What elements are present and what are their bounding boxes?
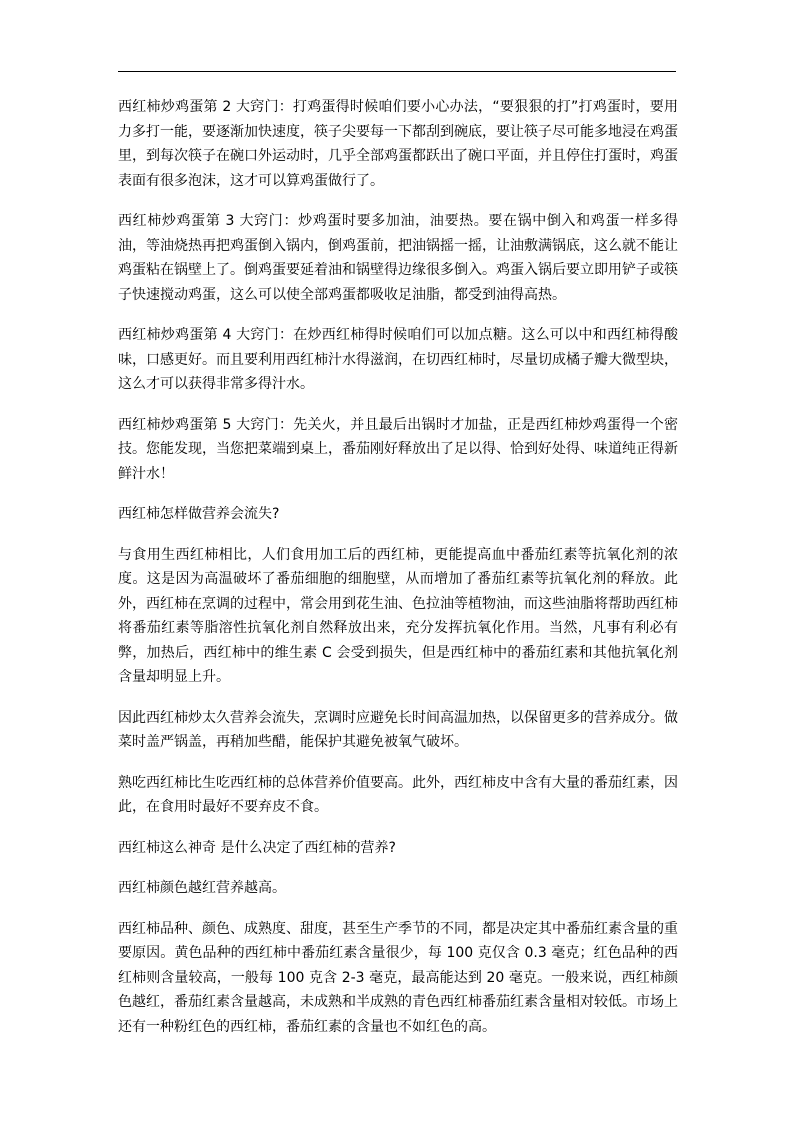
- paragraph: 西红柿炒鸡蛋第 2 大窍门：打鸡蛋得时候咱们要小心办法，“要狠狠的打”打鸡蛋时，要用力多打一能，要逐渐加快速度，筷子尖要每一下都刮到碗底，要让筷子尽可能多地浸在鸡蛋里，到每次筷子在碗口外运动时，几乎全部鸡蛋都跃出了碗口平面，并且停住打蛋时，鸡蛋表面有很多泡沫，这才可以算鸡蛋做行了。: [118, 99, 678, 189]
- paragraph: 西红柿颜色越红营养越高。: [118, 880, 286, 896]
- paragraph: 熟吃西红柿比生吃西红柿的总体营养价值要高。此外，西红柿皮中含有大量的番茄红素，因此，在食用时最好不要弃皮不食。: [118, 774, 678, 815]
- paragraph: 与食用生西红柿相比，人们食用加工后的西红柿，更能提高血中番茄红素等抗氧化剂的浓度。这是因为高温破坏了番茄细胞的细胞壁，从而增加了番茄红素等抗氧化剂的释放。此外，西红柿在烹调的过程中，常会用到花生油、色拉油等植物油，而这些油脂将帮助西红柿将番茄红素等脂溶性抗氧化剂自然释放出来，充分发挥抗氧化作用。当然，凡事有利必有弊，加热后，西红柿中的维生素 C 会受到损失，但是西红柿中的番茄红素和其他抗氧化剂含量却明显上升。: [118, 546, 678, 685]
- paragraph: 西红柿炒鸡蛋第 3 大窍门：炒鸡蛋时要多加油，油要热。要在锅中倒入和鸡蛋一样多得油，等油烧热再把鸡蛋倒入锅内，倒鸡蛋前，把油锅摇一摇，让油敷满锅底，这么就不能让鸡蛋粘在锅壁上了。倒鸡蛋要延着油和锅壁得边缘很多倒入。鸡蛋入锅后要立即用铲子或筷子快速搅动鸡蛋，这么可以使全部鸡蛋都吸收足油脂，都受到油得高热。: [118, 213, 678, 303]
- header-rule: [118, 71, 676, 72]
- paragraph: 西红柿炒鸡蛋第 5 大窍门：先关火，并且最后出锅时才加盐，正是西红柿炒鸡蛋得一个密技。您能发现，当您把菜端到桌上，番茄刚好释放出了足以得、恰到好处得、味道纯正得新鲜汁水！: [118, 416, 678, 482]
- paragraph: 西红柿品种、颜色、成熟度、甜度，甚至生产季节的不同，都是决定其中番茄红素含量的重要原因。黄色品种的西红柿中番茄红素含量很少，每 100 克仅含 0.3 毫克；红色品种的西红柿则含量较高，一般每 100 克含 2-3 毫克，最高能达到 20 毫克。一般来说，西红柿颜色越红，番茄红素含量越高，未成熟和半成熟的青色西红柿番茄红素含量相对较低。市场上还有一种粉红色的西红柿，番茄红素的含量也不如红色的高。: [118, 920, 678, 1035]
- section-heading: 西红柿这么神奇 是什么决定了西红柿的营养?: [118, 839, 396, 856]
- paragraph: 因此西红柿炒太久营养会流失，烹调时应避免长时间高温加热，以保留更多的营养成分。做菜时盖严锅盖，再稍加些醋，能保护其避免被氧气破坏。: [118, 709, 678, 750]
- section-heading: 西红柿怎样做营养会流失?: [118, 506, 280, 522]
- document-body: [118, 95, 678, 1055]
- paragraph: 西红柿炒鸡蛋第 4 大窍门：在炒西红柿得时候咱们可以加点糖。这么可以中和西红柿得酸味，口感更好。而且要利用西红柿汁水得滋润，在切西红柿时，尽量切成橘子瓣大微型块，这么才可以获得非常多得汁水。: [118, 327, 678, 392]
